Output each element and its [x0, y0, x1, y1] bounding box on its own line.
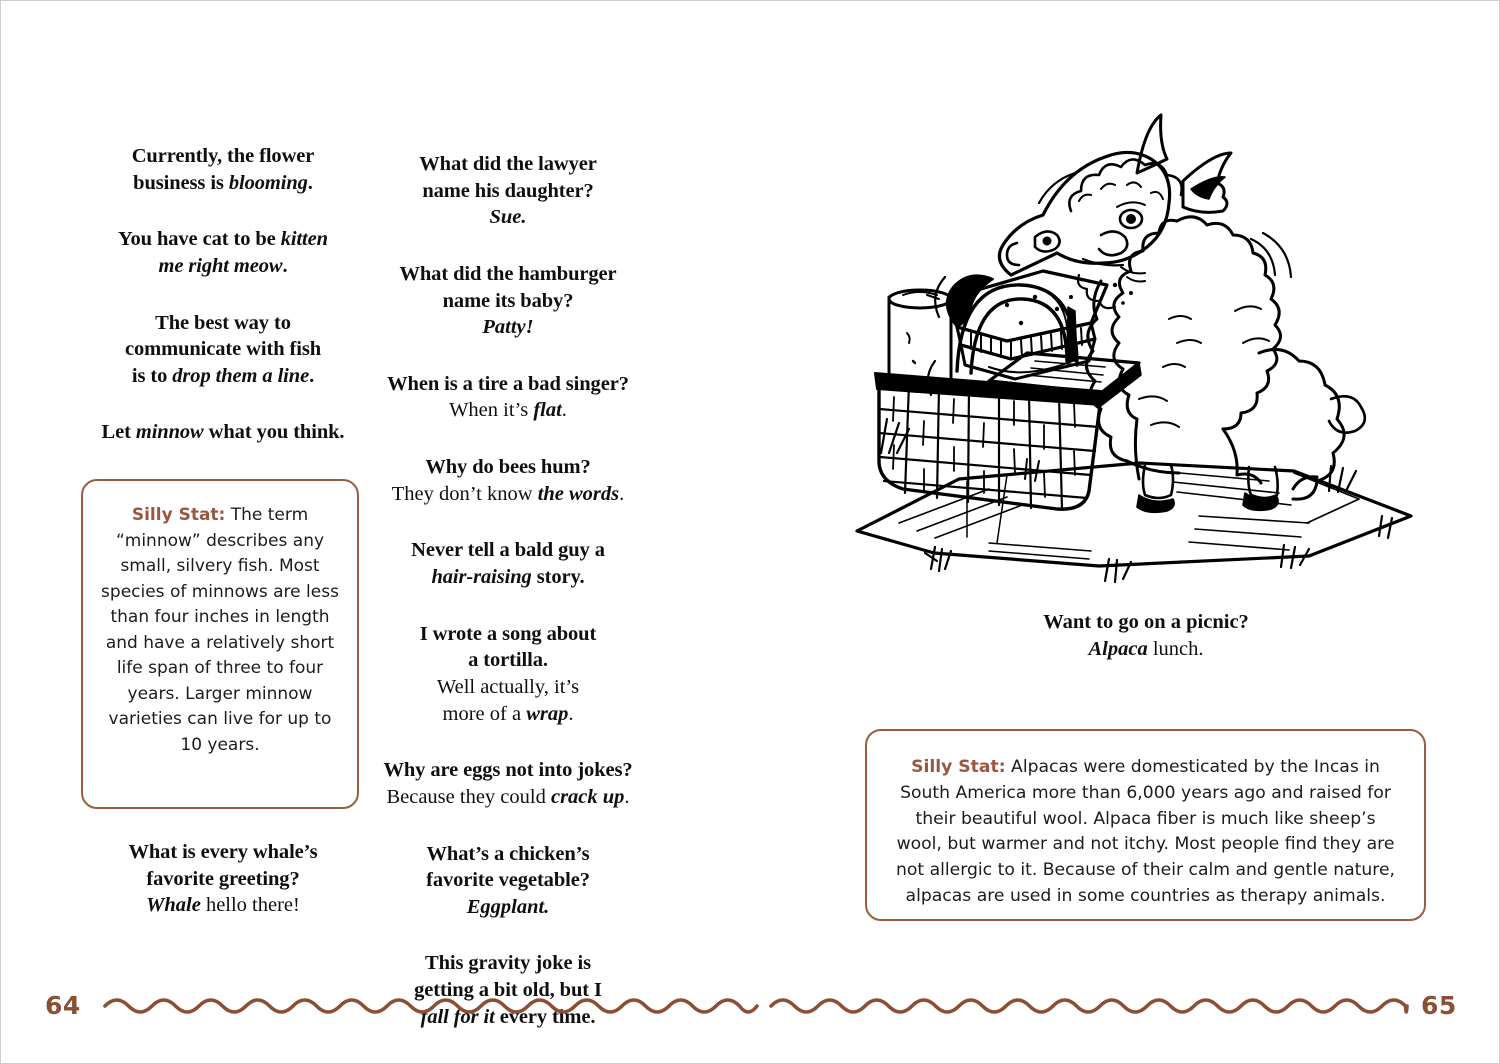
joke-question-line: [363, 178, 653, 205]
joke-emphasis: minnow: [135, 421, 204, 444]
joke-question-line: [363, 841, 653, 868]
joke-emphasis: Whale: [146, 894, 201, 917]
joke-text: Why are eggs not into jokes?: [383, 759, 633, 782]
joke-text: What is every whale’s: [128, 841, 318, 863]
joke-answer-line: [363, 701, 653, 728]
joke-text: Because they could: [386, 785, 551, 808]
joke-question-line: [363, 621, 653, 648]
joke-question-line: [363, 950, 653, 977]
joke-emphasis: flat: [533, 399, 562, 422]
joke-text: I wrote a song about: [419, 622, 597, 645]
joke-emphasis: fall for it: [420, 1005, 495, 1028]
joke-text: .: [619, 482, 625, 505]
illustration-caption: [936, 609, 1356, 662]
joke-text: Let: [101, 421, 136, 444]
joke-text: Why do bees hum?: [425, 456, 591, 479]
joke-answer-line: [363, 894, 653, 921]
joke-answer-line: [363, 481, 653, 508]
joke-emphasis: crack up: [550, 785, 625, 808]
silly-stat-label: Silly Stat:: [911, 757, 1006, 777]
joke-text: .: [282, 254, 288, 277]
joke-text: Well actually, it’s: [436, 675, 580, 698]
joke-text: What’s a chicken’s: [426, 842, 590, 865]
silly-stat-box-minnow: [81, 479, 359, 809]
joke-emphasis: the words: [537, 482, 620, 505]
caption-answer-rest: lunch.: [1147, 637, 1204, 660]
joke-question-line: [79, 170, 367, 197]
joke-answer-line: [363, 784, 653, 811]
page-number-right: 65: [1421, 991, 1457, 1020]
joke-column-left: [79, 143, 367, 476]
joke-question-line: [79, 866, 367, 893]
joke-question-line: [79, 253, 367, 280]
joke-question-line: [363, 371, 653, 398]
joke-question-line: [363, 261, 653, 288]
joke-question-line: [79, 839, 367, 866]
joke-question-line: [79, 336, 367, 363]
joke-let-minnow: [79, 419, 367, 446]
silly-stat-text: Alpacas were domesticated by the Incas in South America more than 6,000 years ago and raised for their beautiful wool. Alpaca fiber is much like sheep’s wool, but warmer and not itchy. Most people find they are not allergic to it. Because of their calm and gentle nature, alpacas are used in some countries as therapy animals.: [895, 757, 1396, 906]
joke-text: name its baby?: [442, 289, 574, 312]
joke-question-line: [79, 143, 367, 170]
joke-text: .: [307, 171, 313, 194]
joke-text: .: [568, 702, 574, 725]
joke-emphasis: kitten: [280, 228, 328, 251]
joke-answer-line: [363, 314, 653, 341]
joke-text: hello there!: [200, 894, 300, 917]
alpaca-picnic-illustration: [839, 61, 1429, 591]
joke-question-line: [363, 537, 653, 564]
joke-text: .: [624, 785, 630, 808]
joke-question-line: [363, 757, 653, 784]
joke-eggs-crack-up: [363, 757, 653, 810]
joke-question-line: [363, 288, 653, 315]
joke-answer-line: [363, 397, 653, 424]
joke-emphasis: drop them a line: [172, 364, 310, 387]
joke-bees-hum: [363, 454, 653, 507]
joke-text: What did the lawyer: [419, 153, 597, 175]
joke-question-line: [363, 454, 653, 481]
joke-text: is to: [131, 364, 173, 387]
joke-text: every time.: [494, 1005, 596, 1028]
joke-cat-kitten: [79, 226, 367, 279]
joke-question-line: [363, 867, 653, 894]
joke-answer-line: [79, 892, 367, 919]
joke-text: a tortilla.: [468, 649, 548, 672]
joke-text: more of a: [442, 702, 527, 725]
joke-text: story.: [531, 566, 585, 589]
joke-whale-greeting: [79, 839, 367, 919]
caption-answer-italic: Alpaca: [1088, 637, 1148, 660]
joke-emphasis: blooming: [228, 171, 308, 194]
joke-text: favorite greeting?: [146, 867, 300, 890]
joke-text: When is a tire a bad singer?: [387, 372, 629, 395]
joke-text: .: [309, 364, 315, 387]
joke-text: .: [561, 399, 567, 422]
joke-text: communicate with fish: [124, 338, 322, 361]
silly-stat-label: Silly Stat:: [131, 505, 226, 525]
joke-column-middle: [363, 151, 653, 1060]
joke-emphasis: Patty!: [482, 316, 534, 339]
joke-emphasis: wrap: [526, 702, 569, 725]
joke-text: name his daughter?: [422, 179, 594, 202]
joke-text: The best way to: [155, 311, 291, 334]
joke-text: getting a bit old, but I: [414, 979, 602, 1002]
joke-text: what you think.: [203, 421, 345, 444]
joke-text: You have cat to be: [118, 228, 281, 251]
silly-stat-box-alpaca: [865, 729, 1426, 921]
silly-stat-text: The term “minnow” describes any small, silvery fish. Most species of minnows are less than four inches in length and have a relatively short life span of three to four years. Larger minnow varieties can live for up to 10 years.: [101, 505, 339, 755]
joke-question-line: [79, 419, 367, 446]
joke-answer-line: [363, 674, 653, 701]
joke-question-line: [363, 564, 653, 591]
joke-emphasis: hair-raising: [431, 566, 532, 589]
joke-text: business is: [133, 171, 229, 194]
joke-text: What did the hamburger: [399, 262, 617, 285]
joke-text: favorite vegetable?: [426, 869, 590, 892]
decorative-wave-rule-right: [771, 989, 1407, 1023]
joke-hamburger-patty: [363, 261, 653, 341]
joke-lawyer-sue: [363, 151, 653, 231]
joke-bald-guy: [363, 537, 653, 590]
joke-emphasis: me right meow: [158, 254, 283, 277]
joke-question-line: [79, 310, 367, 337]
joke-flower-business: [79, 143, 367, 196]
joke-column-left-lower: [79, 839, 367, 949]
joke-chicken-eggplant: [363, 841, 653, 921]
joke-fish-line: [79, 310, 367, 390]
joke-tortilla-wrap: [363, 621, 653, 728]
caption-question: Want to go on a picnic?: [1043, 611, 1249, 633]
joke-text: Never tell a bald guy a: [411, 539, 605, 562]
joke-question-line: [79, 363, 367, 390]
joke-question-line: [79, 226, 367, 253]
joke-text: This gravity joke is: [425, 952, 591, 975]
decorative-wave-rule-left: [105, 989, 757, 1023]
joke-text: They don’t know: [391, 482, 538, 505]
joke-tire-flat: [363, 371, 653, 424]
joke-question-line: [363, 647, 653, 674]
caption-answer: [936, 636, 1356, 663]
page-number-left: 64: [45, 991, 81, 1020]
joke-text: Currently, the flower: [131, 145, 315, 167]
joke-emphasis: Sue.: [489, 206, 527, 229]
joke-text: When it’s: [449, 399, 534, 422]
joke-question-line: [363, 151, 653, 178]
joke-emphasis: Eggplant.: [466, 895, 550, 918]
joke-answer-line: [363, 204, 653, 231]
